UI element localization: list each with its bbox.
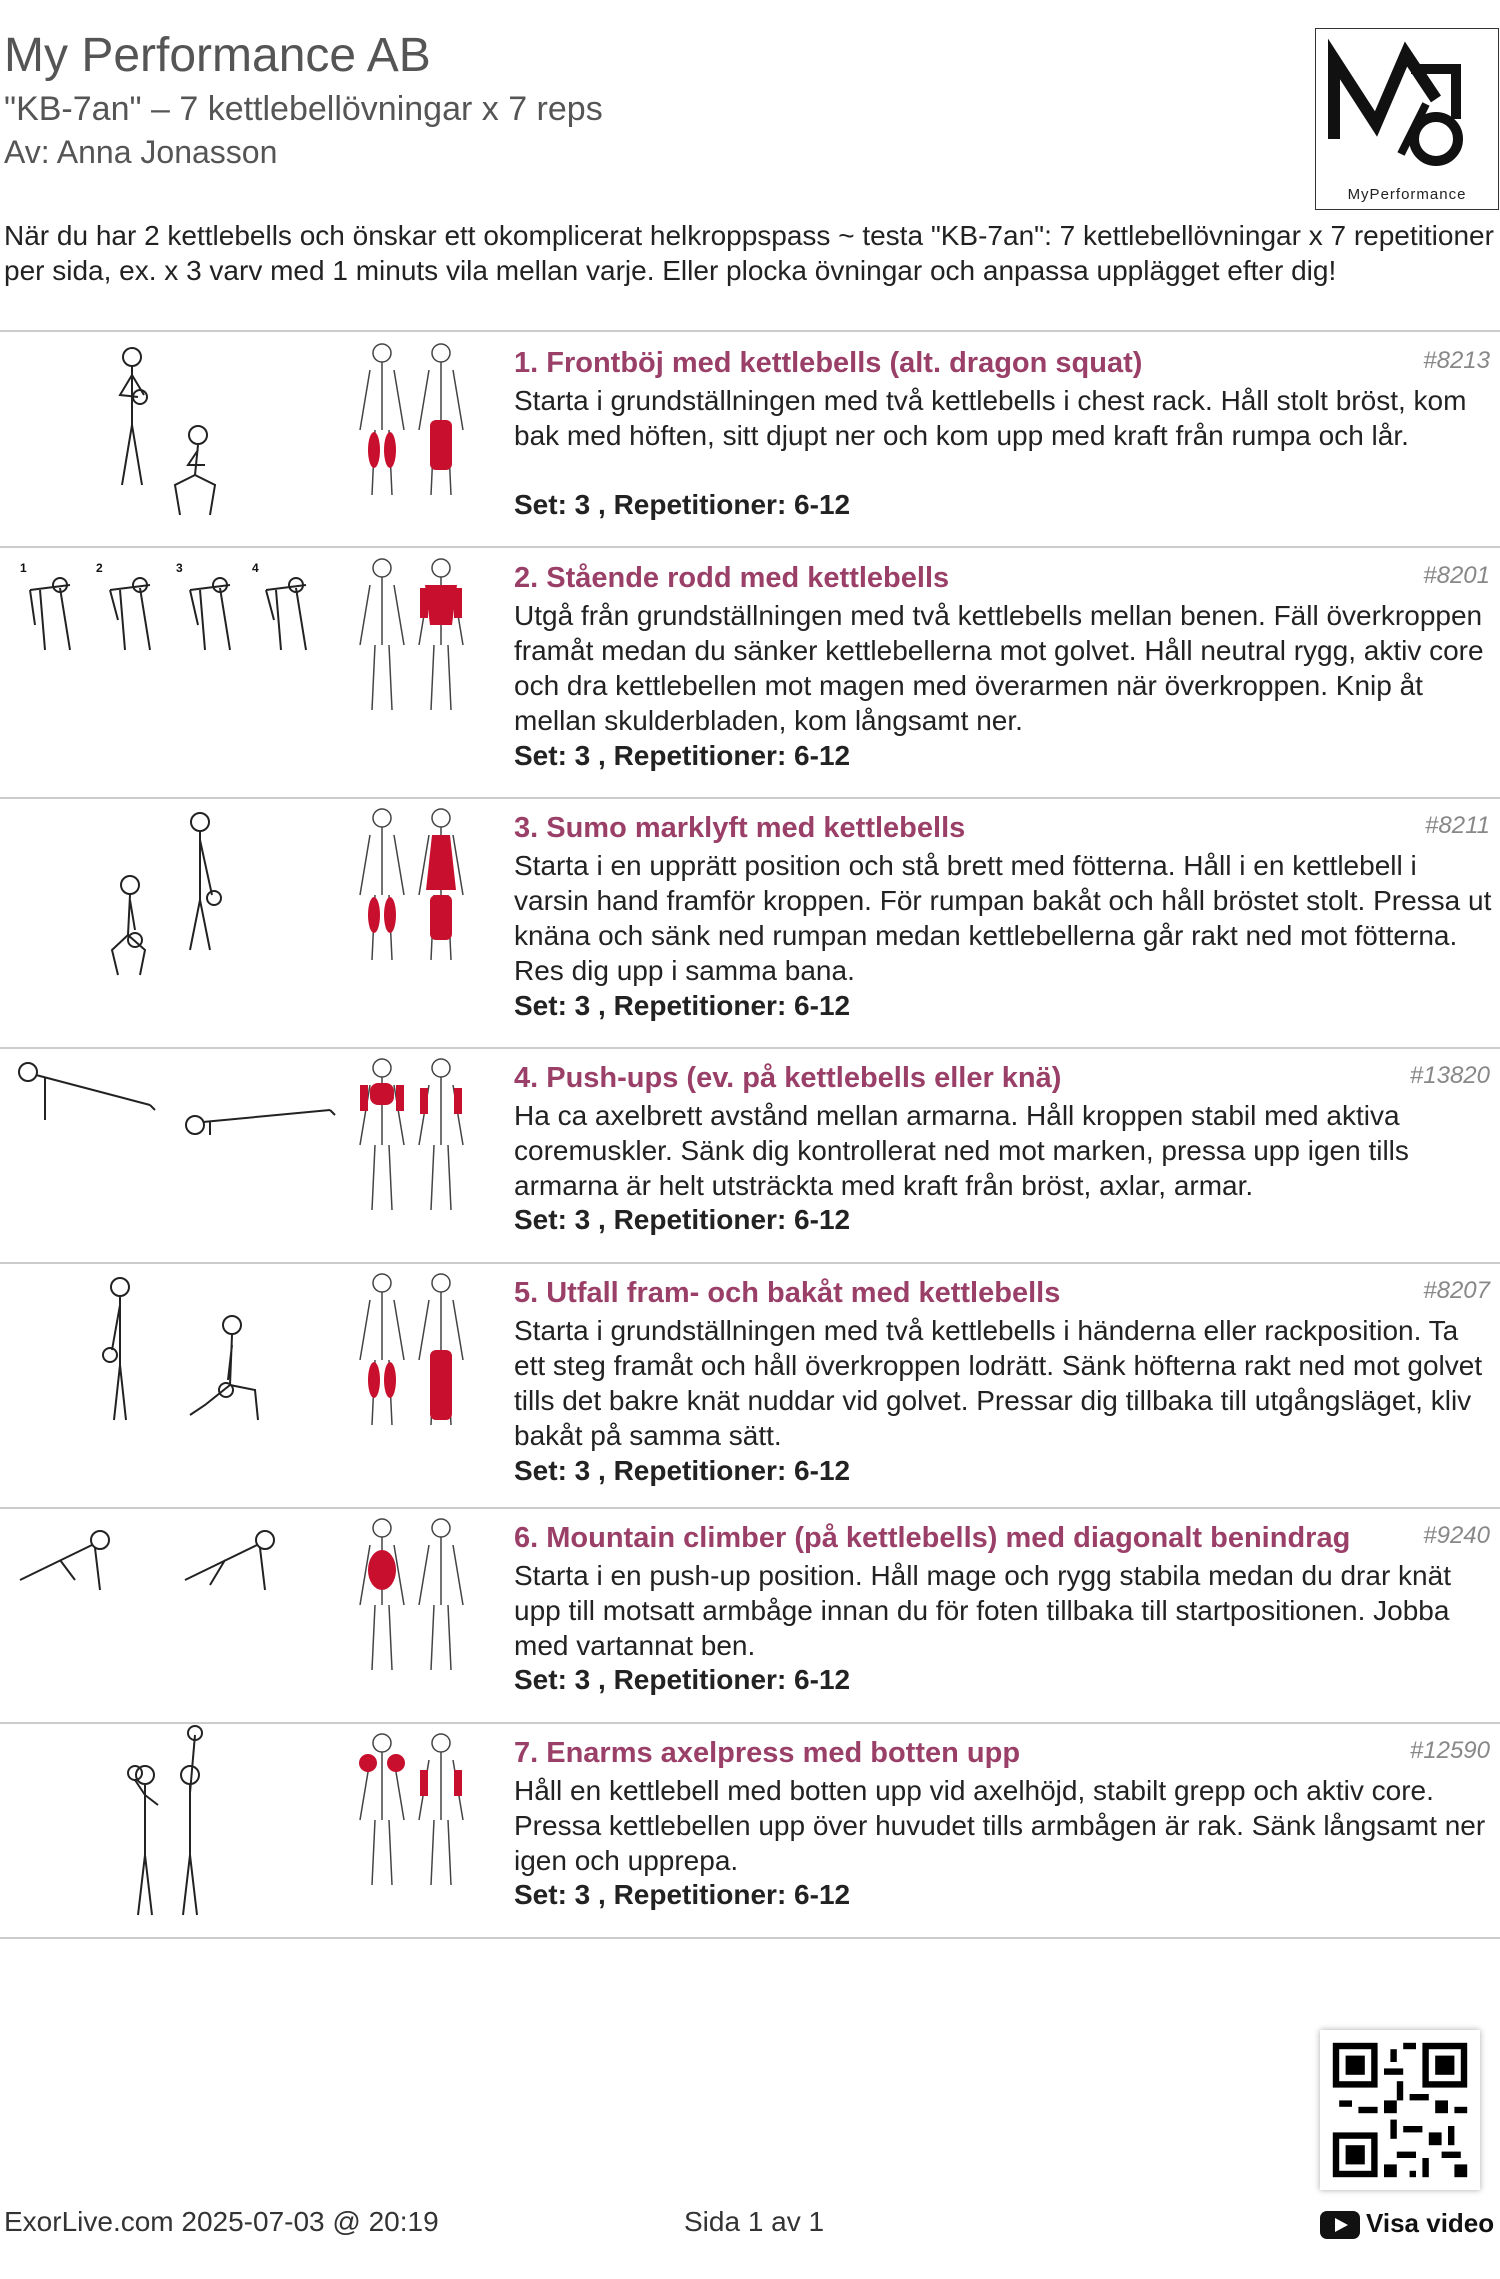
muscle-chart xyxy=(360,559,463,710)
exercise-sets: Set: 3 , Repetitioner: 6-12 xyxy=(514,990,851,1021)
page-number: Sida 1 av 1 xyxy=(684,2206,825,2237)
exercise-id: #8211 xyxy=(1425,812,1490,839)
exercise-id: #8201 xyxy=(1423,562,1490,589)
exercise-title: 3. Sumo marklyft med kettlebells xyxy=(514,812,966,844)
divider xyxy=(0,1047,1500,1049)
exercise-1 xyxy=(0,335,1500,545)
exercise-2 xyxy=(0,550,1500,796)
exercise-3-illustration xyxy=(0,800,500,1046)
step-label: 2 xyxy=(96,561,103,575)
divider xyxy=(0,546,1500,548)
divider xyxy=(0,1722,1500,1724)
exercise-id: #8207 xyxy=(1423,1277,1490,1304)
exercise-id: #9240 xyxy=(1423,1522,1490,1549)
show-video-link[interactable] xyxy=(1320,2208,1494,2240)
exercise-7-illustration xyxy=(0,1725,500,1937)
exercise-sets: Set: 3 , Repetitioner: 6-12 xyxy=(514,1879,851,1910)
exercise-1-illustration xyxy=(0,335,500,545)
muscle-chart xyxy=(360,1274,463,1425)
divider xyxy=(0,330,1500,332)
exercise-title: 7. Enarms axelpress med botten upp xyxy=(514,1737,1021,1769)
exercise-id: #8213 xyxy=(1423,347,1490,374)
exercise-title: 1. Frontböj med kettlebells (alt. dragon squat) xyxy=(514,347,1143,379)
step-label: 1 xyxy=(20,561,27,575)
exercise-description: Utgå från grundställningen med två kettlebells mellan benen. Fäll överkroppen framåt medan du sänker kettlebellerna mot golvet. Håll neutral rygg, aktiv core och dra kettlebellen mot magen med överarmen när överkroppen. Knip åt mellan skulderbladen, kom långsamt ner. xyxy=(514,600,1484,736)
exercise-sets: Set: 3 , Repetitioner: 6-12 xyxy=(514,740,851,771)
author: Av: Anna Jonasson xyxy=(4,134,278,170)
exercise-sets: Set: 3 , Repetitioner: 6-12 xyxy=(514,1664,851,1695)
video-label: Visa video xyxy=(1366,2208,1495,2238)
intro-text: När du har 2 kettlebells och önskar ett okomplicerat helkroppspass ~ testa "KB-7an": 7 kettlebellövningar x 7 repetitioner per sida, ex. x 3 varv med 1 minuts vila mellan varje. Eller plocka övningar och anpassa upplägget efter dig! xyxy=(4,220,1494,286)
footer-source: ExorLive.com 2025-07-03 @ 20:19 xyxy=(4,2206,439,2237)
divider xyxy=(0,1507,1500,1509)
exercise-4 xyxy=(0,1050,1500,1262)
qr-code[interactable] xyxy=(1320,2030,1480,2190)
exercise-title: 2. Stående rodd med kettlebells xyxy=(514,562,950,594)
exercise-id: #12590 xyxy=(1409,1737,1490,1764)
exercise-4-illustration xyxy=(0,1050,500,1262)
exercise-title: 6. Mountain climber (på kettlebells) med diagonalt benindrag xyxy=(514,1522,1351,1554)
step-label: 3 xyxy=(176,561,183,575)
exercise-6 xyxy=(0,1510,1500,1722)
exercise-5 xyxy=(0,1265,1500,1507)
step-label: 4 xyxy=(252,561,259,575)
exercise-title: 5. Utfall fram- och bakåt med kettlebells xyxy=(514,1277,1061,1309)
exercise-5-illustration xyxy=(0,1265,500,1507)
muscle-chart xyxy=(360,809,463,960)
exercise-id: #13820 xyxy=(1409,1062,1490,1089)
exercise-sets: Set: 3 , Repetitioner: 6-12 xyxy=(514,1455,851,1486)
header xyxy=(0,0,1500,210)
exercise-3 xyxy=(0,800,1500,1046)
divider xyxy=(0,797,1500,799)
exercise-description: Starta i grundställningen med två kettlebells i händerna eller rackposition. Ta ett steg framåt och håll överkroppen lodrätt. Sänk höfterna rakt ned mot golvet tills det bakre knät nuddar vid golvet. Pressar dig tillbaka till utgångsläget, kliv bakåt på samma sätt. xyxy=(514,1315,1483,1451)
exercise-2-illustration xyxy=(0,550,500,796)
divider xyxy=(0,1937,1500,1939)
muscle-chart xyxy=(360,1059,463,1210)
exercise-sets: Set: 3 , Repetitioner: 6-12 xyxy=(514,489,851,520)
company-name: My Performance AB xyxy=(4,29,431,82)
exercise-description: Håll en kettlebell med botten upp vid axelhöjd, stabilt grepp och aktiv core. Pressa kettlebellen upp över huvudet tills armbågen är rak. Sänk långsamt ner igen och upprepa. xyxy=(514,1775,1486,1876)
exercise-6-illustration xyxy=(0,1510,500,1722)
exercise-description: Starta i grundställningen med två kettlebells i chest rack. Håll stolt bröst, kom bak med höften, sitt djupt ner och kom upp med kraft från rumpa och lår. xyxy=(514,385,1467,451)
muscle-chart xyxy=(360,1519,463,1670)
exercise-7 xyxy=(0,1725,1500,1937)
exercise-title: 4. Push-ups (ev. på kettlebells eller knä) xyxy=(514,1062,1062,1094)
logo-text: MyPerformance xyxy=(1347,186,1467,203)
play-icon xyxy=(1320,2211,1360,2239)
muscle-chart xyxy=(359,1734,463,1885)
exercise-description: Starta i en push-up position. Håll mage och rygg stabila medan du drar knät upp till motsatt armbåge innan du för foten tillbaka till startpositionen. Jobba med vartannat ben. xyxy=(514,1560,1451,1661)
muscle-chart xyxy=(360,344,463,495)
exercise-description: Ha ca axelbrett avstånd mellan armarna. Håll kroppen stabil med aktiva coremuskler. Sänk dig kontrollerat ned mot marken, pressa upp igen tills armarna är helt utsträckta med kraft från bröst, axlar, armar. xyxy=(514,1100,1409,1201)
divider xyxy=(0,1262,1500,1264)
exercise-sets: Set: 3 , Repetitioner: 6-12 xyxy=(514,1204,851,1235)
logo xyxy=(1315,28,1499,210)
program-title: "KB-7an" – 7 kettlebellövningar x 7 reps xyxy=(4,90,603,128)
exercise-description: Starta i en upprätt position och stå brett med fötterna. Håll i en kettlebell i varsin hand framför kroppen. För rumpan bakåt och håll bröstet stolt. Pressa ut knäna och sänk ned rumpan medan kettlebellerna går rakt ned mot fötterna. Res dig upp i samma bana. xyxy=(514,850,1492,986)
